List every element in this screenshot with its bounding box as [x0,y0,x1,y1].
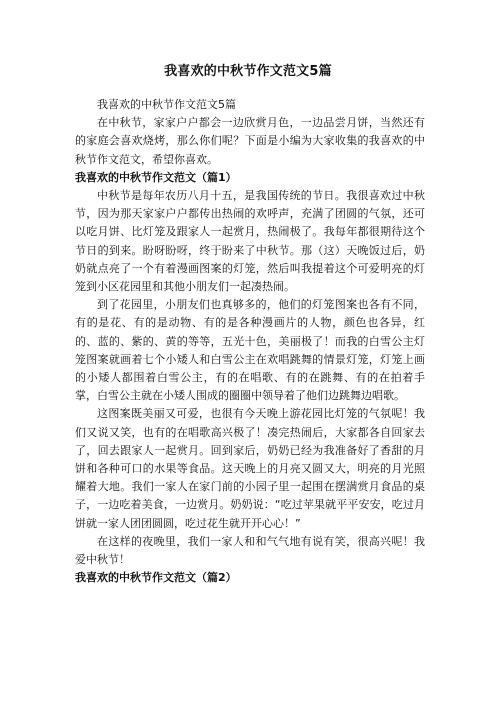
section-heading-2: 我喜欢的中秋节作文范文（篇2） [75,571,237,585]
section-1-paragraph-1: 中秋节是每年农历八月十五，是我国传统的节日。我很喜欢过中秋节，因为那天家家户户都传出热闹的欢呼声，充满了团圆的气氛，还可以吃月饼、比灯笼及跟家人一起赏月，热闹极了。我每年都很期待这个节日的到来。盼呀盼呀，终于盼来了中秋节。那（这）天晚饭过后，奶奶就点亮了一个有着漫画图案的灯笼，然后叫我提着这个可爱明亮的灯笼到小区花园里和其他小朋友们一起凑热闹。 [75,189,425,294]
section-1-paragraph-2: 到了花园里，小朋友们也真够多的，他们的灯笼图案也各有不同，有的是花、有的是动物、有的是各种漫画片的人物，颜色也各异，红的、蓝的、紫的、黄的等等，五光十色，美丽极了！而我的白雪公主灯笼图案就画着七个小矮人和白雪公主在欢唱跳舞的情景灯笼，灯笼上画的小矮人都围着白雪公主，有的在唱歌、有的在跳舞、有的在拍着手掌，白雪公主就在小矮人围成的圈圈中领导着了他们边跳舞边唱歌。 [75,298,425,403]
section-heading-1: 我喜欢的中秋节作文范文（篇1） [75,170,237,184]
intro-paragraph: 在中秋节，家家户户都会一边欣赏月色，一边品尝月饼，当然还有的家庭会喜欢烧烤，那么你们呢？下面是小编为大家收集的我喜欢的中秋节作文范文，希望你喜欢。 [75,116,425,166]
section-1-paragraph-4: 在这样的夜晚里，我们一家人和和气气地有说有笑，很高兴呢！我爱中秋节！ [75,534,425,567]
document-title: 我喜欢的中秋节作文范文5篇 [164,64,332,79]
intro-subtitle: 我喜欢的中秋节作文范文5篇 [97,98,236,111]
document-body [75,96,425,587]
section-1-paragraph-3: 这图案既美丽又可爱，也很有今天晚上游花园比灯笼的气氛呢！我们又说又笑，也有的在唱歌高兴极了！凑完热闹后，大家都各自回家去了，回去跟家人一起赏月。回到家后，奶奶已经为我准备好了香甜的月饼和各种可口的水果等食品。这天晚上的月亮又圆又大，明亮的月光照耀着大地。我们一家人在家门前的小园子里一起围在摆满赏月食品的桌子，一边吃着美食，一边赏月。奶奶说：“吃过苹果就平平安安，吃过月饼就一家人团团圆圆，吃过花生就开开心心！” [75,407,425,530]
